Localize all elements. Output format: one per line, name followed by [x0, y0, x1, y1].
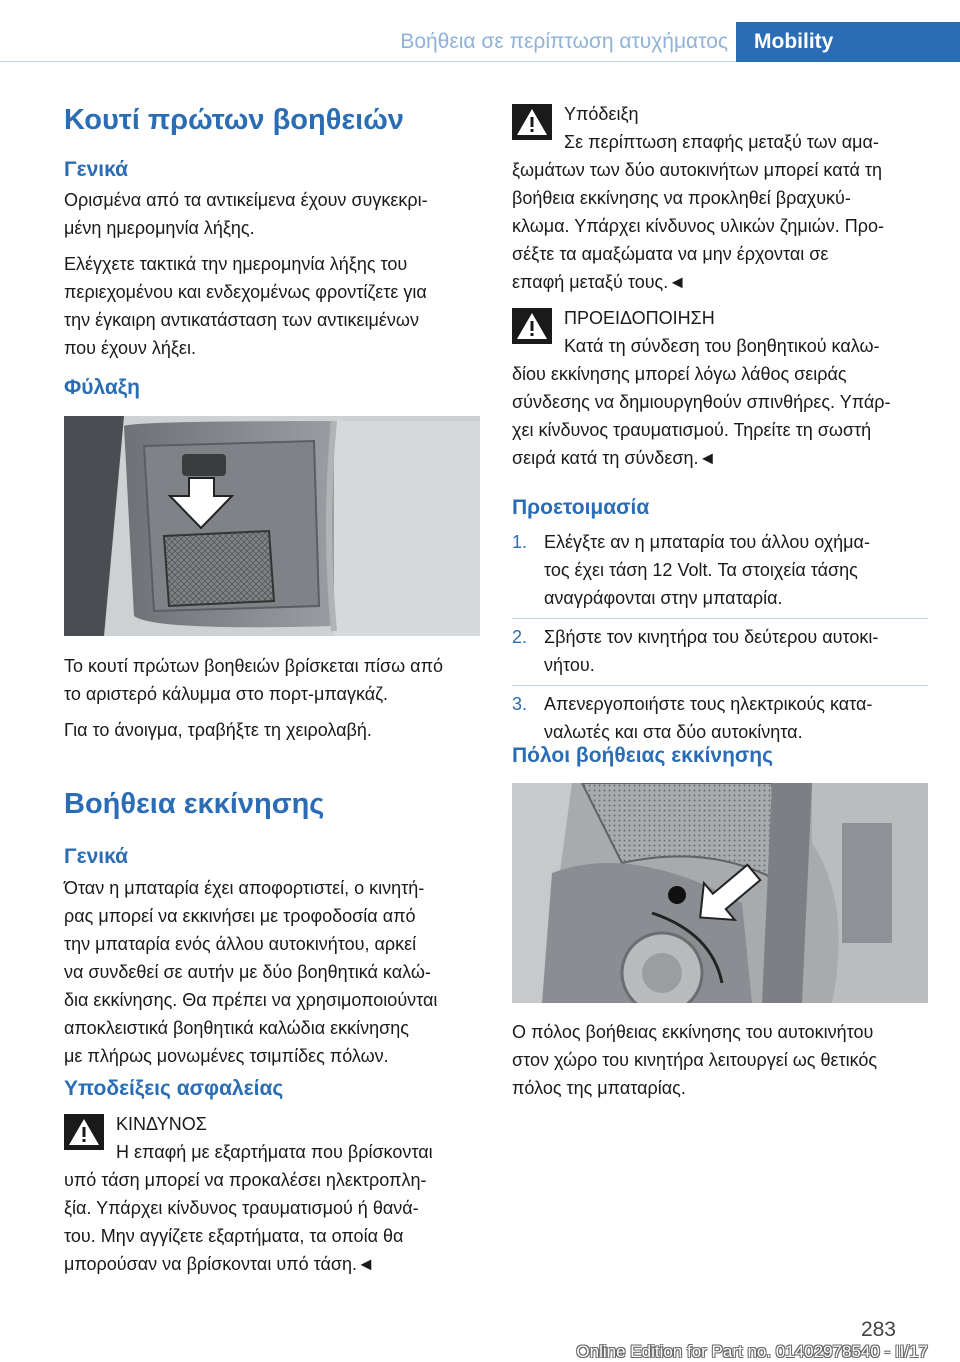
- edition-watermark: Online Edition for Part no. 01402978540 - II/17: [576, 1342, 928, 1361]
- general-heading-2: Γενικά: [64, 845, 129, 868]
- general-text-2: Όταν η μπαταρία έχει αποφορτιστεί, ο κινητή- ρας μπορεί να εκκινήσει με τροφοδοσία από την μπαταρία ενός άλλου αυτοκινήτου, αρκεί να συνδεθεί σε αυτήν με δύο βοηθητικά καλώ- δια εκκίνησης. Θα πρέπει να χρησιμοποιούνται αποκλειστικά βοηθητικά καλώδια εκκίνησης με πλήρως μονωμένες τσιμπίδες πόλων.: [64, 878, 438, 1066]
- note-notice: Υπόδειξη Σε περίπτωση επαφής μεταξύ των αμα- ξωμάτων των δύο αυτοκινήτων μπορεί κατά τη βοήθεια εκκίνησης να προκληθεί βραχυκύ- κλωμα. Υπάρχει κίνδυνος υλικών ζημιών. Προ- σέξτε τα αμαξώματα να μην έρχονται σε επαφή μεταξύ τους.◄: [512, 100, 928, 296]
- list-item: 1. Ελέγξτε αν η μπαταρία του άλλου οχήμα- τος έχει τάση 12 Volt. Τα στοιχεία τάσης αναγράφονται στην μπαταρία.: [512, 532, 870, 608]
- preparation-steps: [512, 528, 928, 746]
- general-text: Ορισμένα από τα αντικείμενα έχουν συγκεκρι- μένη ημερομηνία λήξης. Ελέγχετε τακτικά την ημερομηνία λήξης του περιεχομένου και ενδεχομένως φροντίζετε για την έγκαιρη αντικατάσταση των αντικειμένων που έχουν λήξει.: [64, 190, 428, 358]
- list-item: 2. Σβήστε τον κινητήρα του δεύτερου αυτοκι- νήτου.: [512, 618, 928, 679]
- storage-heading: Φύλαξη: [64, 376, 140, 399]
- warning-triangle-icon: [512, 308, 552, 344]
- jump-poles-heading: Πόλοι βοήθειας εκκίνησης: [512, 744, 774, 767]
- safety-heading: Υποδείξεις ασφαλείας: [64, 1077, 284, 1100]
- danger-notice: ΚΙΝΔΥΝΟΣ Η επαφή με εξαρτήματα που βρίσκονται υπό τάση μπορεί να προκαλέσει ηλεκτροπλη- ξία. Υπάρχει κίνδυνος τραυματισμού ή θανά- του. Μην αγγίζετε εξαρτήματα, τα οποία θα μπορούσαν να βρίσκονται υπό τάση.◄: [64, 1110, 480, 1278]
- warning-triangle-icon: [64, 1114, 104, 1150]
- jump-start-title: Βοήθεια εκκίνησης: [64, 788, 325, 820]
- list-item: 3. Απενεργοποιήστε τους ηλεκτρικούς κατα- ναλωτές και στα δύο αυτοκίνητα.: [512, 685, 928, 746]
- general-heading: Γενικά: [64, 158, 129, 181]
- danger-label: ΚΙΝΔΥΝΟΣ: [116, 1114, 207, 1134]
- engine-bay-figure: [512, 783, 928, 1003]
- warning-label: ΠΡΟΕΙΔΟΠΟΙΗΣΗ: [564, 308, 715, 328]
- note-label: Υπόδειξη: [564, 104, 639, 124]
- first-aid-title: Κουτί πρώτων βοηθειών: [64, 104, 404, 136]
- warning-triangle-icon: [512, 104, 552, 140]
- section-title: Βοήθεια σε περίπτωση ατυχήματος: [400, 30, 728, 53]
- header-rule: [0, 61, 736, 62]
- first-aid-kit-figure: [64, 416, 480, 636]
- warning-notice: ΠΡΟΕΙΔΟΠΟΙΗΣΗ Κατά τη σύνδεση του βοηθητικού καλω- δίου εκκίνησης μπορεί λόγω λάθος σειράς σύνδεσης να δημιουργηθούν σπινθήρες. Υπάρ- χει κίνδυνος τραυματισμού. Τηρείτε τη σωστή σειρά κατά τη σύνδεση.◄: [512, 304, 928, 472]
- preparation-heading: Προετοιμασία: [512, 496, 650, 519]
- page-footer: [0, 1312, 960, 1362]
- jump-poles-text: Ο πόλος βοήθειας εκκίνησης του αυτοκινήτου στον χώρο του κινητήρα λειτουργεί ως θετικός πόλος της μπαταρίας.: [512, 1022, 878, 1098]
- page-number: 283: [860, 1318, 896, 1341]
- chapter-tab: Mobility: [736, 22, 960, 62]
- storage-text: Το κουτί πρώτων βοηθειών βρίσκεται πίσω από το αριστερό κάλυμμα στο πορτ-μπαγκάζ. Για το άνοιγμα, τραβήξτε τη χειρολαβή.: [64, 656, 444, 740]
- page-header: [0, 0, 960, 62]
